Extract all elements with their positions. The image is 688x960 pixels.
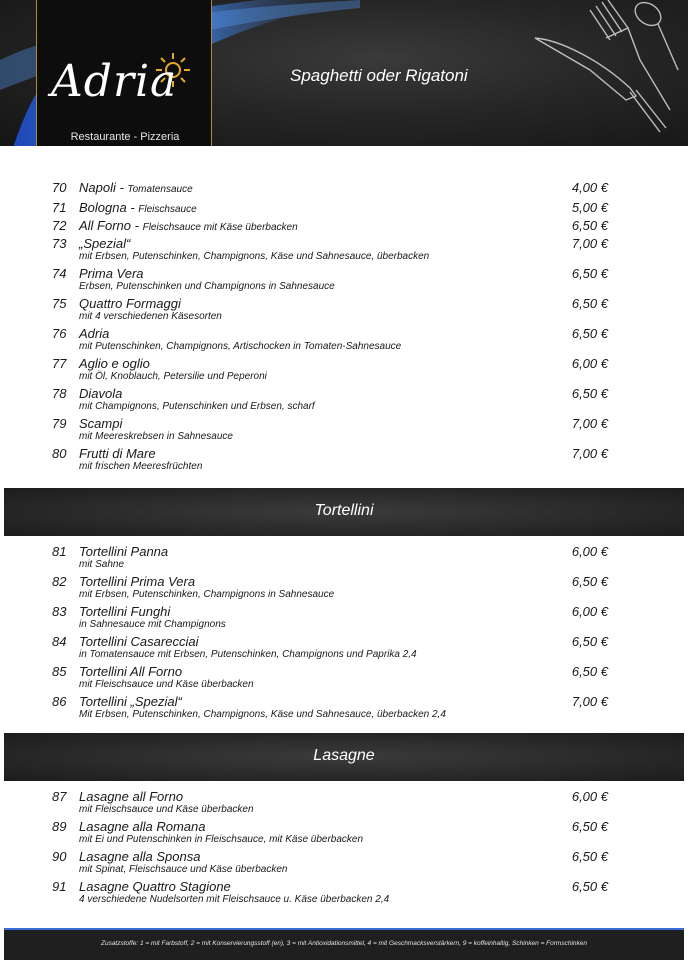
item-price: 6,00 € [571,356,608,371]
item-name: Bologna - Fleischsauce [79,200,197,215]
restaurant-logo [36,0,212,146]
item-name: Aglio e oglio [79,356,150,371]
item-price: 6,50 € [571,574,608,589]
item-inline-description: Tomatensauce [127,184,193,195]
item-name: Frutti di Mare [79,446,156,461]
item-description: mit Fleischsauce und Käse überbacken [79,804,254,815]
item-price: 6,50 € [571,664,608,679]
item-number: 74 [52,266,67,281]
item-name: Scampi [79,416,123,431]
item-name: Lasagne all Forno [79,789,184,804]
item-number: 71 [52,200,67,215]
item-price: 6,50 € [571,819,608,834]
item-number: 76 [52,326,67,341]
item-description: in Tomatensauce mit Erbsen, Putenschinken, Champignons und Paprika 2,4 [79,649,417,660]
item-number: 77 [52,356,67,371]
additives-footer [4,928,684,960]
item-inline-description: Fleischsauce mit Käse überbacken [142,222,298,233]
item-description: Erbsen, Putenschinken und Champignons in Sahnesauce [79,281,335,292]
item-price: 5,00 € [571,200,608,215]
item-description: mit Fleischsauce und Käse überbacken [79,679,254,690]
item-description: mit Meereskrebsen in Sahnesauce [79,431,233,442]
item-price: 6,50 € [571,326,608,341]
item-price: 6,00 € [571,604,608,619]
item-description: mit Spinat, Fleischsauce und Käse überbacken [79,864,288,875]
item-number: 86 [52,694,67,709]
section-header-tortellini [4,488,684,536]
item-price: 4,00 € [571,180,608,195]
item-name: Lasagne alla Romana [79,819,206,834]
item-name: Tortellini All Forno [79,664,183,679]
item-name: Diavola [79,386,123,401]
item-name: Tortellini Funghi [79,604,171,619]
item-price: 6,50 € [571,266,608,281]
item-price: 6,50 € [571,386,608,401]
item-description: mit Ei und Putenschinken in Fleischsauce, mit Käse überbacken [79,834,364,845]
item-price: 7,00 € [571,446,608,461]
item-price: 6,50 € [571,218,608,233]
item-description: Mit Erbsen, Putenschinken, Champignons, Käse und Sahnesauce, überbacken 2,4 [79,709,446,720]
item-price: 7,00 € [571,416,608,431]
item-price: 7,00 € [571,236,608,251]
item-name: Tortellini Panna [79,544,169,559]
item-description: mit Öl, Knoblauch, Petersilie und Peperoni [79,371,267,382]
item-description: mit Erbsen, Putenschinken, Champignons, Käse und Sahnesauce, überbacken [79,251,430,262]
item-number: 82 [52,574,67,589]
item-name: Tortellini „Spezial“ [79,694,182,709]
item-number: 80 [52,446,67,461]
item-description: mit Sahne [79,559,125,570]
item-price: 6,00 € [571,789,608,804]
item-description: mit Champignons, Putenschinken und Erbsen, scharf [79,401,315,412]
cutlery-icon [530,0,680,146]
item-name: Tortellini Prima Vera [79,574,196,589]
item-number: 85 [52,664,67,679]
item-number: 83 [52,604,67,619]
item-description: mit Putenschinken, Champignons, Artischocken in Tomaten-Sahnesauce [79,341,402,352]
item-number: 73 [52,236,67,251]
item-price: 6,50 € [571,296,608,311]
item-inline-description: Fleischsauce [138,204,197,215]
logo-name: Adria [51,56,178,107]
item-name: Quattro Formaggi [79,296,181,311]
item-price: 6,50 € [571,849,608,864]
section-header-lasagne [4,733,684,781]
item-name: „Spezial“ [79,236,131,251]
section-title: Lasagne [313,747,375,764]
item-price: 7,00 € [571,694,608,709]
item-name: Napoli - Tomatensauce [79,180,193,195]
item-description: mit 4 verschiedenen Käsesorten [79,311,222,322]
item-number: 72 [52,218,67,233]
item-name: All Forno - Fleischsauce mit Käse überbacken [79,218,298,233]
item-number: 79 [52,416,67,431]
item-number: 87 [52,789,67,804]
item-price: 6,50 € [571,879,608,894]
item-price: 6,00 € [571,544,608,559]
additives-legend: Zusatzstoffe: 1 = mit Farbstoff, 2 = mit Konservierungsstoff (en), 3 = mit Antioxidationsmittel, 4 = mit Geschmacksverstärkern, 9 = koffeinhaltig, Schinken = Formschinken [100,940,588,947]
item-name: Tortellini Casarecciai [79,634,199,649]
item-name: Lasagne alla Sponsa [79,849,201,864]
item-number: 84 [52,634,67,649]
item-number: 78 [52,386,67,401]
item-number: 81 [52,544,67,559]
item-price: 6,50 € [571,634,608,649]
item-number: 90 [52,849,67,864]
section-title: Tortellini [314,502,374,519]
page-title: Spaghetti oder Rigatoni [290,66,468,85]
item-name: Prima Vera [79,266,144,281]
item-number: 75 [52,296,67,311]
item-number: 91 [52,879,67,894]
menu-header [0,0,688,146]
item-description: in Sahnesauce mit Champignons [79,619,226,630]
item-number: 70 [52,180,67,195]
item-name: Lasagne Quattro Stagione [79,879,231,894]
item-name: Adria [79,326,110,341]
logo-subtitle: Restaurante - Pizzeria [70,131,180,143]
item-description: mit frischen Meeresfrüchten [79,461,203,472]
item-description: mit Erbsen, Putenschinken, Champignons in Sahnesauce [79,589,335,600]
item-description: 4 verschiedene Nudelsorten mit Fleischsauce u. Käse überbacken 2,4 [79,894,390,905]
item-number: 89 [52,819,67,834]
